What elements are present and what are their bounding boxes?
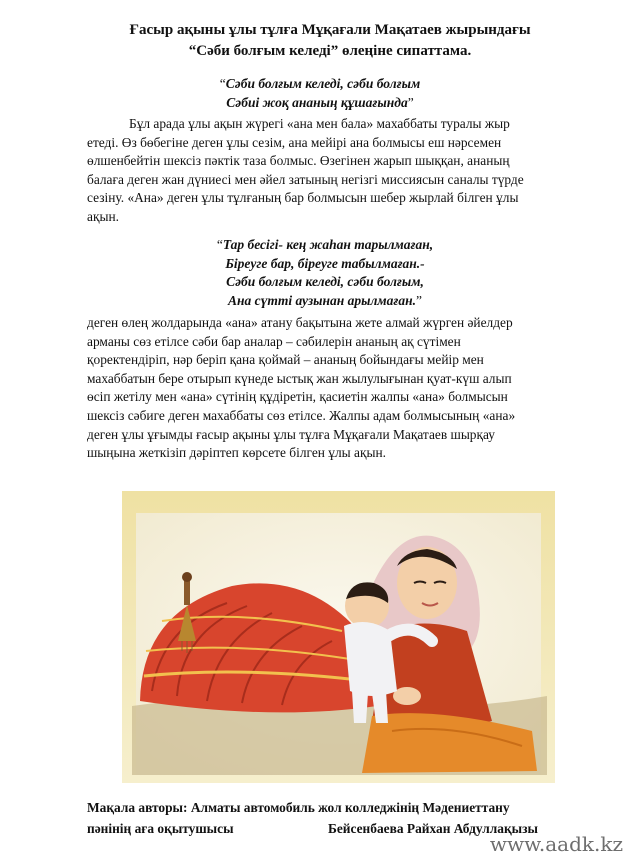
paragraph-line: қоректендіріп, нәр беріп қана қоймай – ананың бойындағы мейір мен <box>87 352 484 368</box>
quote-2 <box>160 236 490 310</box>
mother-and-child-illustration <box>122 491 555 783</box>
quote-2-line-4: Ана сүтті аузынан арылмаған.” <box>227 292 423 308</box>
quote-2-line-2: Біреуге бар, біреуге табылмаған.- <box>225 255 425 271</box>
paragraph-line: етеді. Өз бөбегіне деген ұлы сезім, ана мейірі ана болмысы еш нәрсемен <box>87 134 502 150</box>
paragraph-line: деген өлең жолдарында «ана» атану бақытына жете алмай жүрген әйелдер <box>87 315 513 330</box>
document-title <box>60 20 600 62</box>
paragraph-line: махаббатын бере отырып күнеде ыстық жан жылулығынан қуат-күш алып <box>87 370 512 386</box>
title-line-1: Ғасыр ақыны ұлы тұлға Мұқағали Мақатаев жырындағы <box>129 22 531 38</box>
website-watermark: www.aadk.kz <box>489 832 623 856</box>
footer-author-line: Мақала авторы: Алматы автомобиль жол колледжінің Мәдениеттану <box>87 800 510 815</box>
paragraph-2 <box>87 314 587 463</box>
title-line-2: “Сәби болғым келеді” өлеңіне сипаттама. <box>188 43 472 59</box>
paragraph-line: ақын. <box>87 208 119 224</box>
quote-2-line-1: “Тар бесігі- кең жаһан тарылмаған, <box>216 237 434 252</box>
paragraph-line: Бұл арада ұлы ақын жүрегі «ана мен бала» махаббаты туралы жыр <box>129 116 510 131</box>
footer-position: пәнінің аға оқытушысы <box>87 821 234 836</box>
footer-author-name: Бейсенбаева Райхан Абдуллақызы <box>328 821 538 836</box>
paragraph-line: өсіп жетілу мен «ана» сүтінің құдіретін, қасиетін жалпы «ана» болмысын <box>87 389 508 405</box>
paragraph-line: шексіз сәбиге деген махаббаты сөз етілсе. Жалпы адам болмысының «ана» <box>87 407 516 423</box>
paragraph-line: шыңына жеткізіп дәріптеп көрсете білген ұлы ақын. <box>87 445 386 461</box>
quote-1-line-1: “Сәби болғым келеді, сәби болғым <box>219 76 421 91</box>
paragraph-1 <box>87 115 587 227</box>
paragraph-line: балаға деген жан дүниесі мен әйел затының негізгі миссиясын саналы түрде <box>87 171 524 187</box>
paragraph-line: арманы сөз етілсе сәби бар аналар – сәбилерін ананың ақ сүтімен <box>87 333 461 349</box>
quote-2-line-3: Сәби болғым келеді, сәби болғым, <box>226 274 424 289</box>
quote-1-line-2: Сәбиі жоқ ананың құшағында” <box>226 94 414 110</box>
paragraph-line: деген ұлы ұғымды ғасыр ақыны ұлы тұлға Мұқағали Мақатаев шырқау <box>87 426 495 442</box>
paragraph-line: сезіну. «Ана» деген ұлы тұлғаның бар болмысын шебер жырлай білген ұлы <box>87 190 519 206</box>
quote-1 <box>150 75 490 112</box>
paragraph-line: өлшенбейтін шексіз пәктік таза болмыс. Өзегінен жарып шыққан, ананың <box>87 153 510 169</box>
